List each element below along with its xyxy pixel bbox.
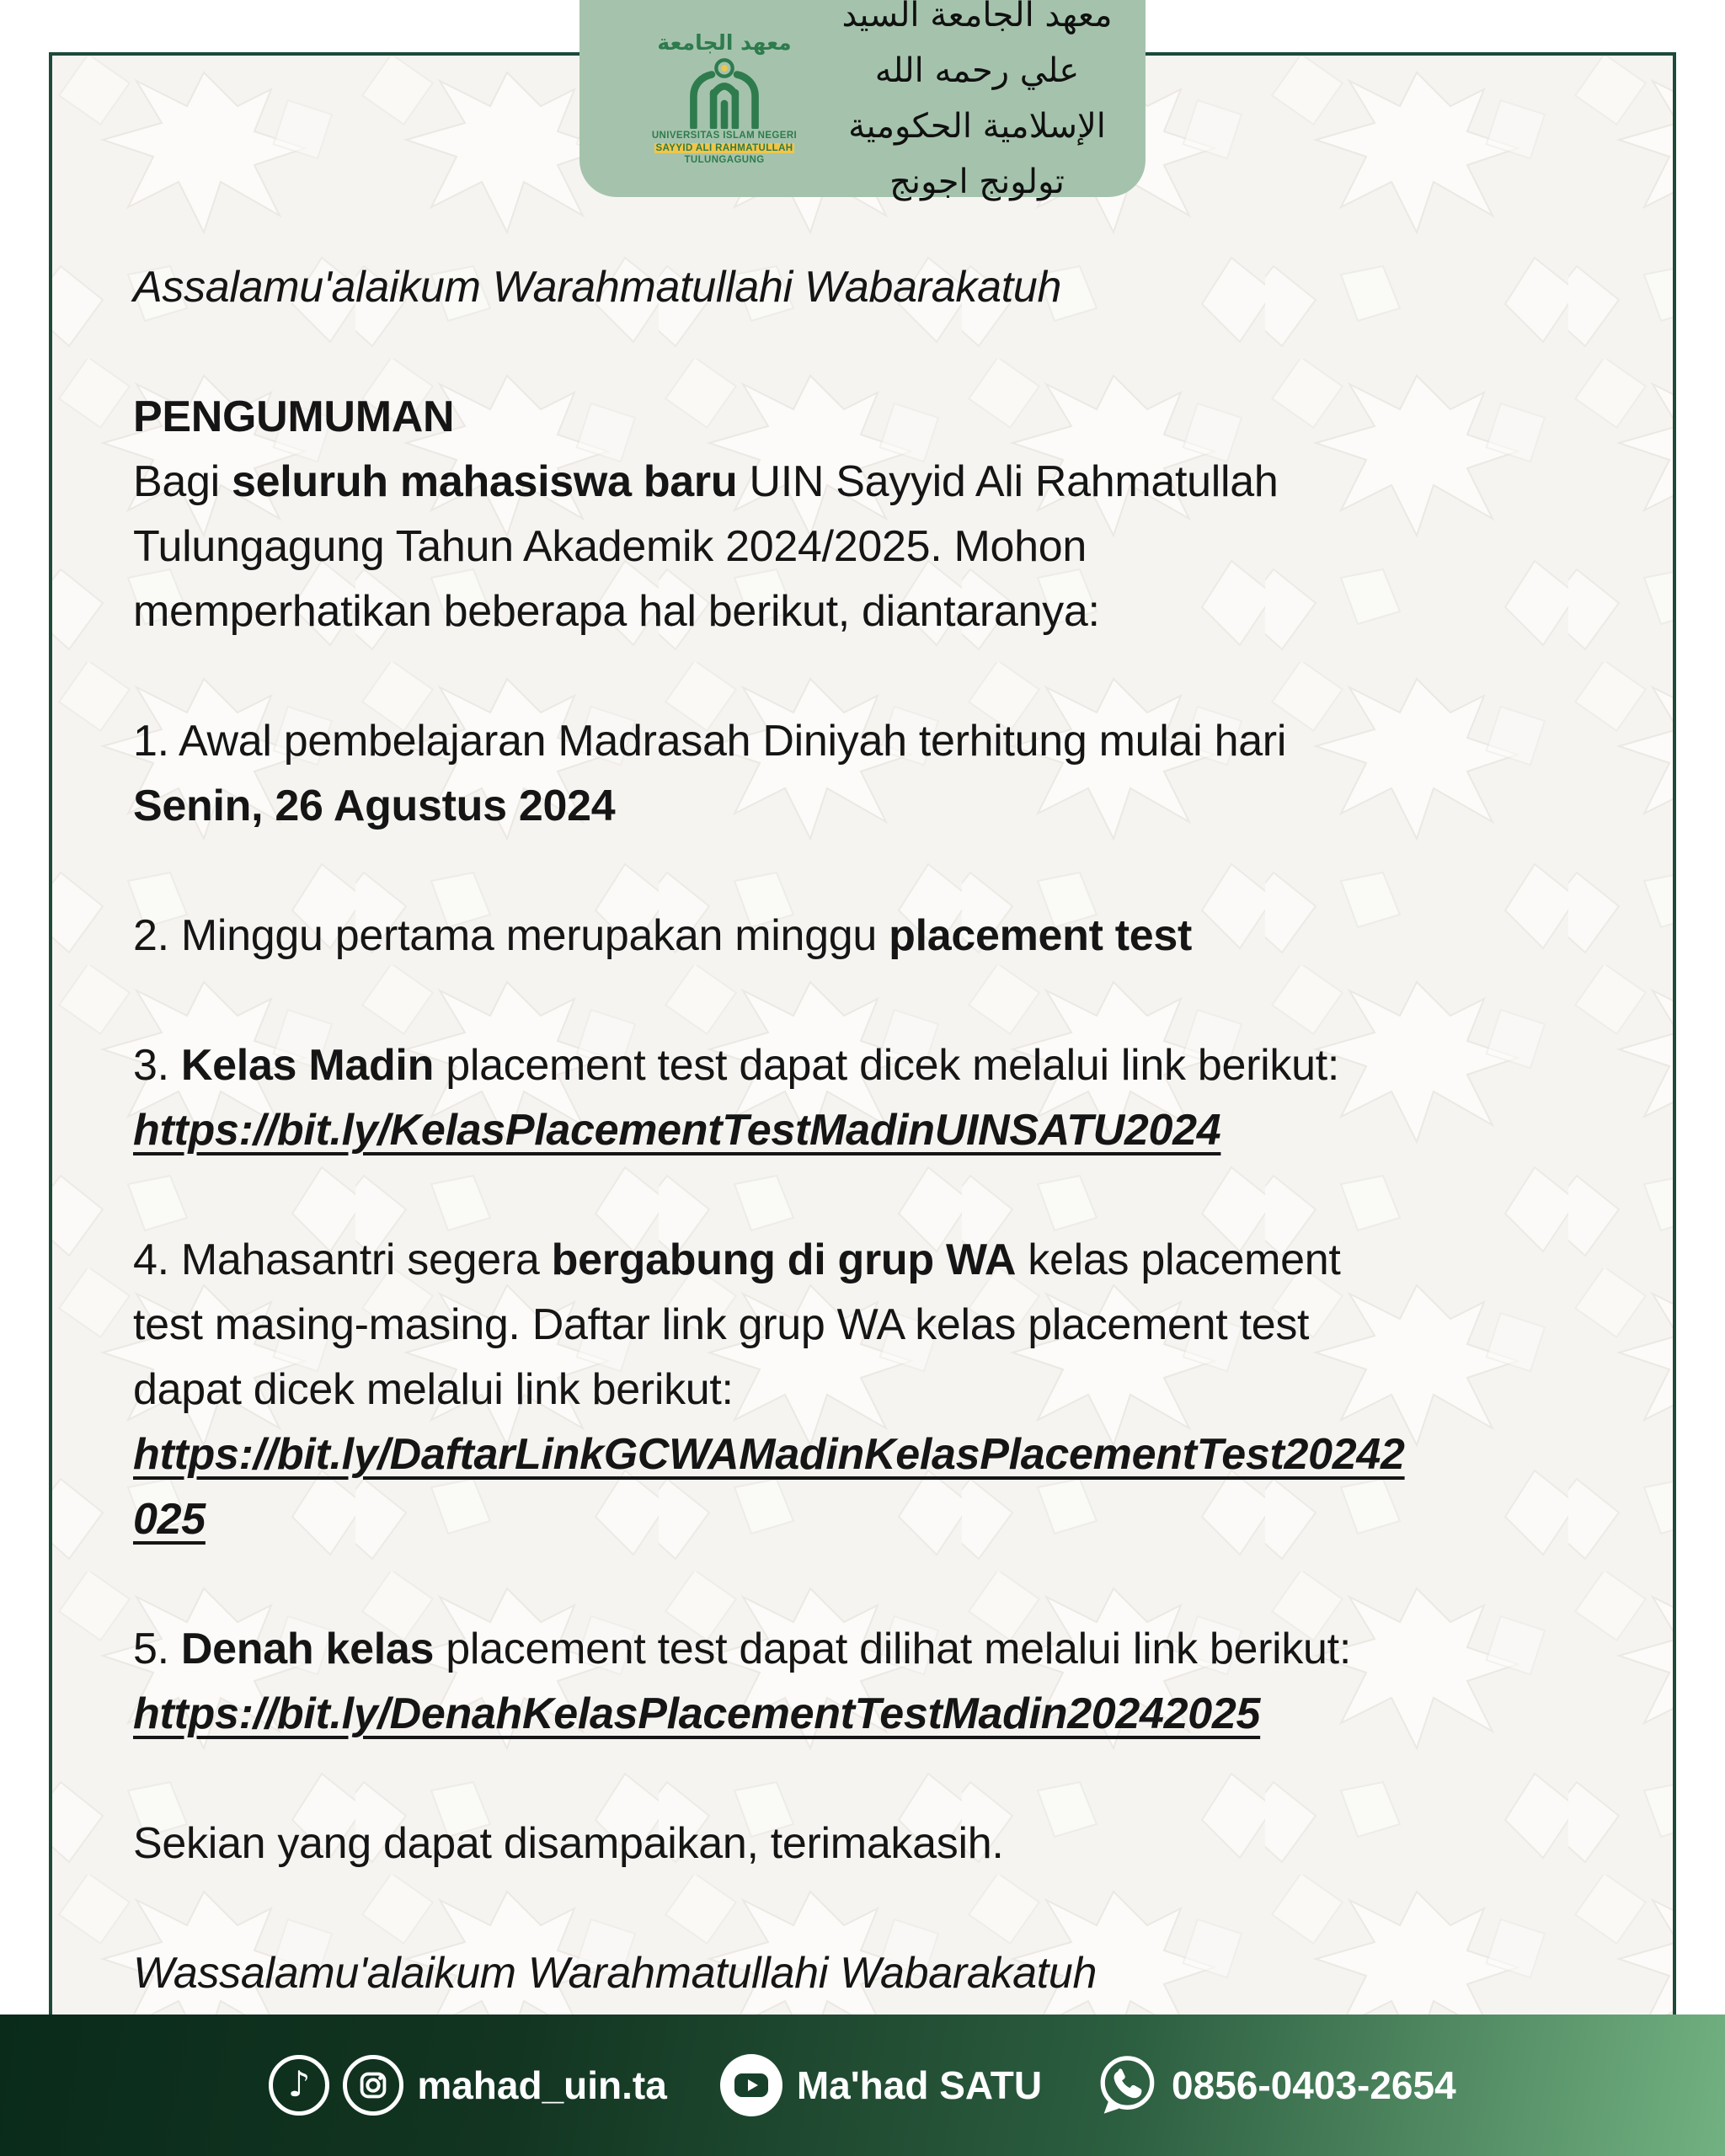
- whatsapp-icon: [1094, 2053, 1158, 2117]
- item-5-text: 5. Denah kelas placement test dapat dilihat melalui link berikut:: [133, 1625, 1351, 1673]
- calligraphy-line-2: الإسلامية الحكومية تولونج اجونج: [848, 107, 1106, 201]
- uin-gate-logo-icon: [678, 56, 771, 129]
- intro-paragraph: [133, 385, 1632, 644]
- logo-university-line2: SAYYID ALI RAHMATULLAH: [655, 142, 793, 153]
- university-logo: [628, 32, 820, 164]
- announcement-body: [133, 255, 1632, 2071]
- denah-kelas-link[interactable]: https://bit.ly/DenahKelasPlacementTestMadin20242025: [133, 1689, 1261, 1738]
- instagram-handle: mahad_uin.ta: [417, 2063, 667, 2107]
- item-4-line-2: test masing-masing. Daftar link grup WA kelas placement test: [133, 1300, 1310, 1349]
- social-group-whatsapp[interactable]: [1094, 2053, 1456, 2117]
- item-1: [133, 709, 1632, 839]
- item-4: [133, 1228, 1632, 1552]
- footer-bar: [0, 2015, 1725, 2156]
- announcement-title: PENGUMUMAN: [133, 392, 455, 441]
- salam-closing: Wassalamu'alaikum Warahmatullahi Wabarakatuh: [133, 1949, 1097, 1998]
- social-group-instagram[interactable]: [269, 2055, 667, 2116]
- intro-line-2: Tulungagung Tahun Akademik 2024/2025. Mohon: [133, 522, 1087, 571]
- logo-university-line3: TULUNGAGUNG: [684, 154, 765, 165]
- item-1-line-1: 1. Awal pembelajaran Madrasah Diniyah terhitung mulai hari: [133, 717, 1287, 766]
- item-1-date: Senin, 26 Agustus 2024: [133, 782, 616, 830]
- item-4-line-3: dapat dicek melalui link berikut:: [133, 1365, 734, 1414]
- header-banner: [579, 0, 1146, 201]
- salam-opening: Assalamu'alaikum Warahmatullahi Wabarakatuh: [133, 263, 1062, 312]
- item-5: [133, 1617, 1632, 1747]
- intro-line-3: memperhatikan beberapa hal berikut, diantaranya:: [133, 587, 1100, 636]
- closing-text: Sekian yang dapat disampaikan, terimakasih.: [133, 1819, 1004, 1868]
- grup-wa-link[interactable]: https://bit.ly/DaftarLinkGCWAMadinKelasPlacementTest20242 025: [133, 1430, 1405, 1544]
- instagram-icon: [343, 2055, 403, 2116]
- logo-university-line1: UNIVERSITAS ISLAM NEGERI: [651, 130, 798, 141]
- item-3: [133, 1033, 1632, 1163]
- whatsapp-number: 0856-0403-2654: [1172, 2063, 1456, 2107]
- tiktok-icon: ♪: [269, 2055, 329, 2116]
- logo-arabic-title: معهد الجامعة: [657, 30, 792, 56]
- calligraphy-line-1: معهد الجامعة السيد علي رحمه الله: [841, 0, 1113, 90]
- item-2: 2. Minggu pertama merupakan minggu placement test: [133, 911, 1193, 960]
- youtube-channel: Ma'had SATU: [796, 2063, 1043, 2107]
- item-3-text: 3. Kelas Madin placement test dapat dicek melalui link berikut:: [133, 1041, 1340, 1090]
- arabic-calligraphy: [820, 0, 1146, 210]
- item-4-line-1: 4. Mahasantri segera bergabung di grup WA kelas placement: [133, 1235, 1341, 1284]
- social-group-youtube[interactable]: [719, 2053, 1042, 2117]
- kelas-madin-link[interactable]: https://bit.ly/KelasPlacementTestMadinUINSATU2024: [133, 1106, 1221, 1155]
- youtube-icon: [719, 2053, 783, 2117]
- intro-line-1: Bagi seluruh mahasiswa baru UIN Sayyid Ali Rahmatullah: [133, 457, 1279, 506]
